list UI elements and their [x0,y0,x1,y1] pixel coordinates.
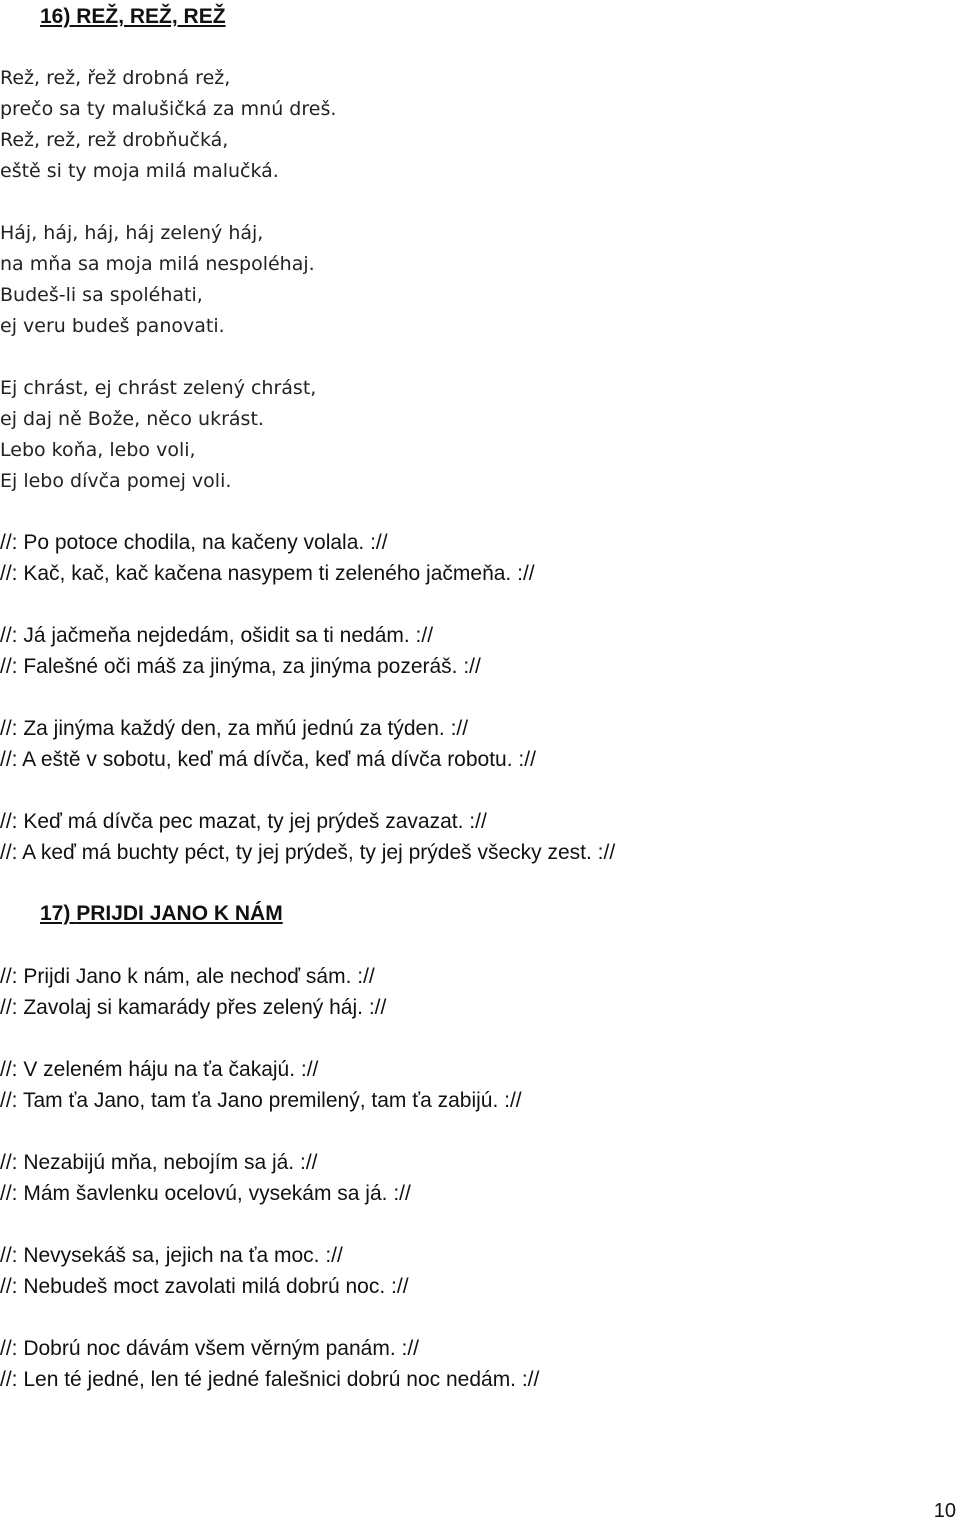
song-16-line: //: Keď má dívča pec mazat, ty jej prýdeš zavazat. :// [0,810,487,833]
song-17-line: //: Nevysekáš sa, jejich na ťa moc. :// [0,1244,343,1267]
song-16-line: Háj, háj, háj, háj zelený háj, [0,222,264,244]
song-16-line: eště si ty moja milá malučká. [0,160,279,182]
song-16-line: Budeš-li sa spoléhati, [0,284,203,306]
song-16-line: //: Falešné oči máš za jinýma, za jinýma pozeráš. :// [0,655,481,678]
song-17-line: //: V zeleném háju na ťa čakajú. :// [0,1058,319,1081]
song-16-line: //: A keď má buchty péct, ty jej prýdeš, ty jej prýdeš všecky zest. :// [0,841,616,864]
song-16-line: prečo sa ty malušičká za mnú dreš. [0,98,337,120]
song-17-line: //: Nebudeš moct zavolati milá dobrú noc. :// [0,1275,409,1298]
song-17-line: //: Nezabijú mňa, nebojím sa já. :// [0,1151,318,1174]
song-16-title [40,5,226,29]
song-17-line: //: Mám šavlenku ocelovú, vysekám sa já. :// [0,1182,411,1205]
song-17-line: //: Zavolaj si kamarády přes zelený háj. :// [0,996,387,1019]
song-16-line: Rež, rež, řež drobná rež, [0,67,231,89]
song-17-title [40,902,283,926]
song-16-title-text: REŽ, REŽ, REŽ [76,5,226,28]
song-16-line: na mňa sa moja milá nespoléhaj. [0,253,315,275]
song-16-line: Ej chrást, ej chrást zelený chrást, [0,377,317,399]
page-number: 10 [933,1500,956,1522]
song-16-number: 16) [40,5,77,28]
song-16-line: //: Po potoce chodila, na kačeny volala. :// [0,531,388,554]
song-16-line: Rež, rež, rež drobňučká, [0,129,229,151]
song-16-line: ej daj ně Bože, něco ukrást. [0,408,264,430]
song-17-line: //: Tam ťa Jano, tam ťa Jano premilený, tam ťa zabijú. :// [0,1089,522,1112]
song-17-line: //: Dobrú noc dávám všem věrným panám. :// [0,1337,419,1360]
song-17-number: 17) [40,902,77,925]
song-16-line: //: Za jinýma každý den, za mňú jednú za týden. :// [0,717,469,740]
song-17-line: //: Prijdi Jano k nám, ale nechoď sám. :// [0,965,375,988]
song-16-line: //: Kač, kač, kač kačena nasypem ti zeleného jačmeňa. :// [0,562,535,585]
song-16-line: //: A eště v sobotu, keď má dívča, keď má dívča robotu. :// [0,748,536,771]
song-17-line: //: Len té jedné, len té jedné falešnici dobrú noc nedám. :// [0,1368,540,1391]
song-16-line: //: Já jačmeňa nejdedám, ošidit sa ti nedám. :// [0,624,434,647]
song-16-line: ej veru budeš panovati. [0,315,225,337]
song-16-line: Ej lebo dívča pomej voli. [0,470,232,492]
song-16-line: Lebo koňa, lebo voli, [0,439,196,461]
song-17-title-text: PRIJDI JANO K NÁM [76,902,283,925]
